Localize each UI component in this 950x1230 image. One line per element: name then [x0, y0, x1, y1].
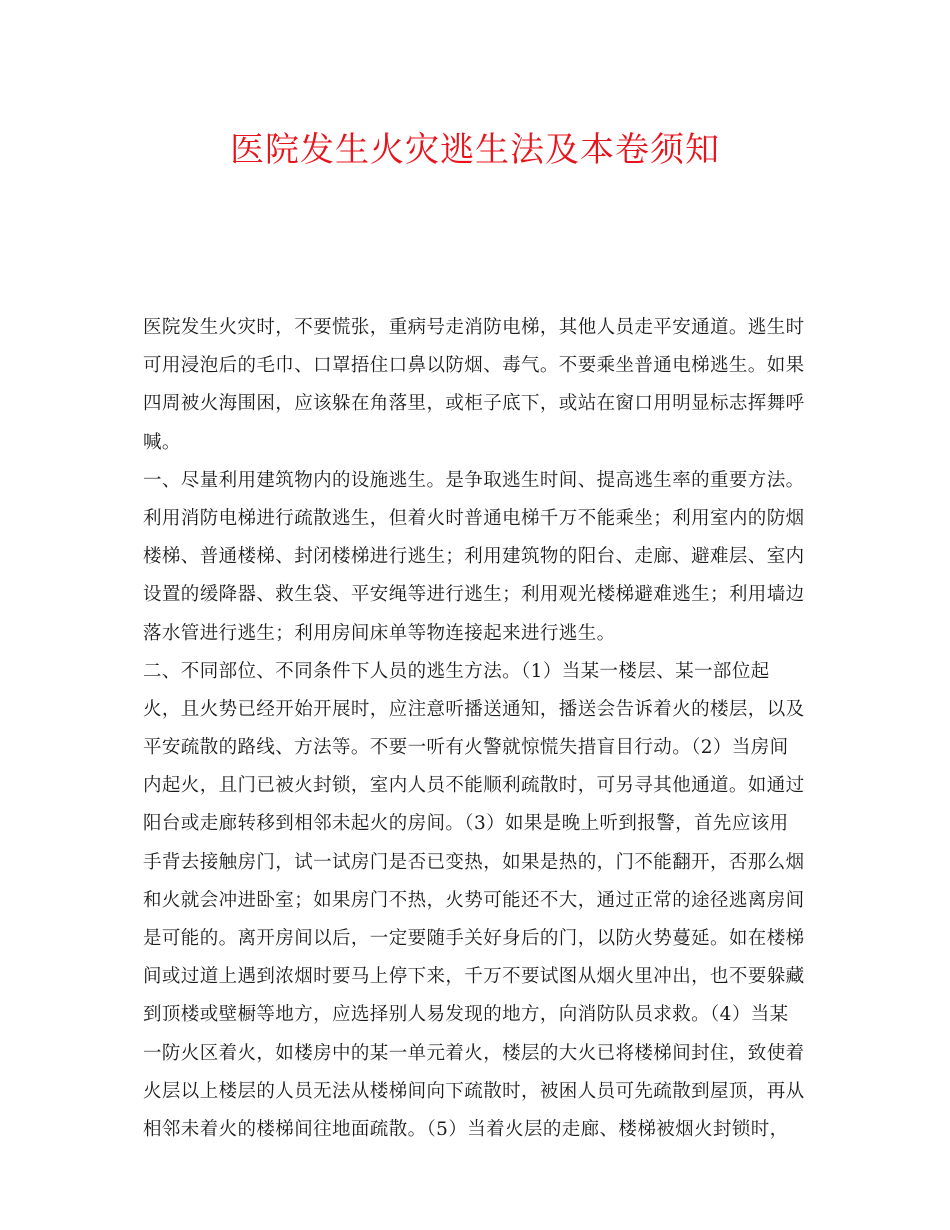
- body-line: 内起火，且门已被火封锁，室内人员不能顺利疏散时，可另寻其他通道。如通过: [143, 775, 805, 797]
- body-line: 医院发生火灾时，不要慌张，重病号走消防电梯，其他人员走平安通道。逃生时: [143, 317, 805, 338]
- body-line: 平安疏散的路线、方法等。不要一听有火警就惊慌失措盲目行动。（2）当房间: [143, 737, 789, 759]
- body-line: 落水管进行逃生；利用房间床单等物连接起来进行逃生。: [143, 622, 616, 644]
- body-line: 手背去接触房门，试一试房门是否已变热，如果是热的，门不能翻开，否那么烟: [143, 851, 805, 873]
- document-body: [143, 309, 807, 1149]
- body-line: 楼梯、普通楼梯、封闭楼梯进行逃生；利用建筑物的阳台、走廊、避难层、室内: [143, 546, 805, 568]
- body-line: 阳台或走廊转移到相邻未起火的房间。（3）如果是晚上听到报警，首先应该用: [143, 813, 789, 835]
- body-line: 四周被火海围困，应该躲在角落里，或柜子底下，或站在窗口用明显标志挥舞呼: [143, 393, 805, 415]
- body-line: 一防火区着火，如楼房中的某一单元着火，楼层的大火已将楼梯间封住，致使着: [143, 1042, 805, 1064]
- body-line: 二、不同部位、不同条件下人员的逃生方法。（1）当某一楼层、某一部位起: [143, 660, 770, 682]
- body-line: 火，且火势已经开始开展时，应注意听播送通知，播送会告诉着火的楼层，以及: [143, 698, 805, 720]
- body-line: 是可能的。离开房间以后，一定要随手关好身后的门，以防火势蔓延。如在楼梯: [143, 928, 805, 949]
- body-line: 一、尽量利用建筑物内的设施逃生。是争取逃生时间、提高逃生率的重要方法。: [143, 469, 805, 491]
- body-line: 设置的缓降器、救生袋、平安绳等进行逃生；利用观光楼梯避难逃生；利用墙边: [143, 584, 805, 606]
- body-line: 火层以上楼层的人员无法从楼梯间向下疏散时，被困人员可先疏散到屋顶，再从: [143, 1080, 805, 1102]
- body-line: 到顶楼或壁橱等地方，应选择别人易发现的地方，向消防队员求救。（4）当某: [143, 1004, 789, 1026]
- body-line: 和火就会冲进卧室；如果房门不热，火势可能还不大，通过正常的途径逃离房间: [143, 889, 805, 911]
- document-title: 医院发生火灾逃生法及本卷须知: [230, 130, 720, 170]
- body-line: 相邻未着火的楼梯间往地面疏散。（5）当着火层的走廊、楼梯被烟火封锁时，: [143, 1118, 789, 1140]
- body-line: 利用消防电梯进行疏散逃生，但着火时普通电梯千万不能乘坐；利用室内的防烟: [143, 507, 805, 529]
- body-line: 可用浸泡后的毛巾、口罩捂住口鼻以防烟、毒气。不要乘坐普通电梯逃生。如果: [143, 355, 805, 377]
- body-line: 间或过道上遇到浓烟时要马上停下来，千万不要试图从烟火里冲出，也不要躲藏: [143, 966, 805, 988]
- body-line: 喊。: [143, 431, 181, 453]
